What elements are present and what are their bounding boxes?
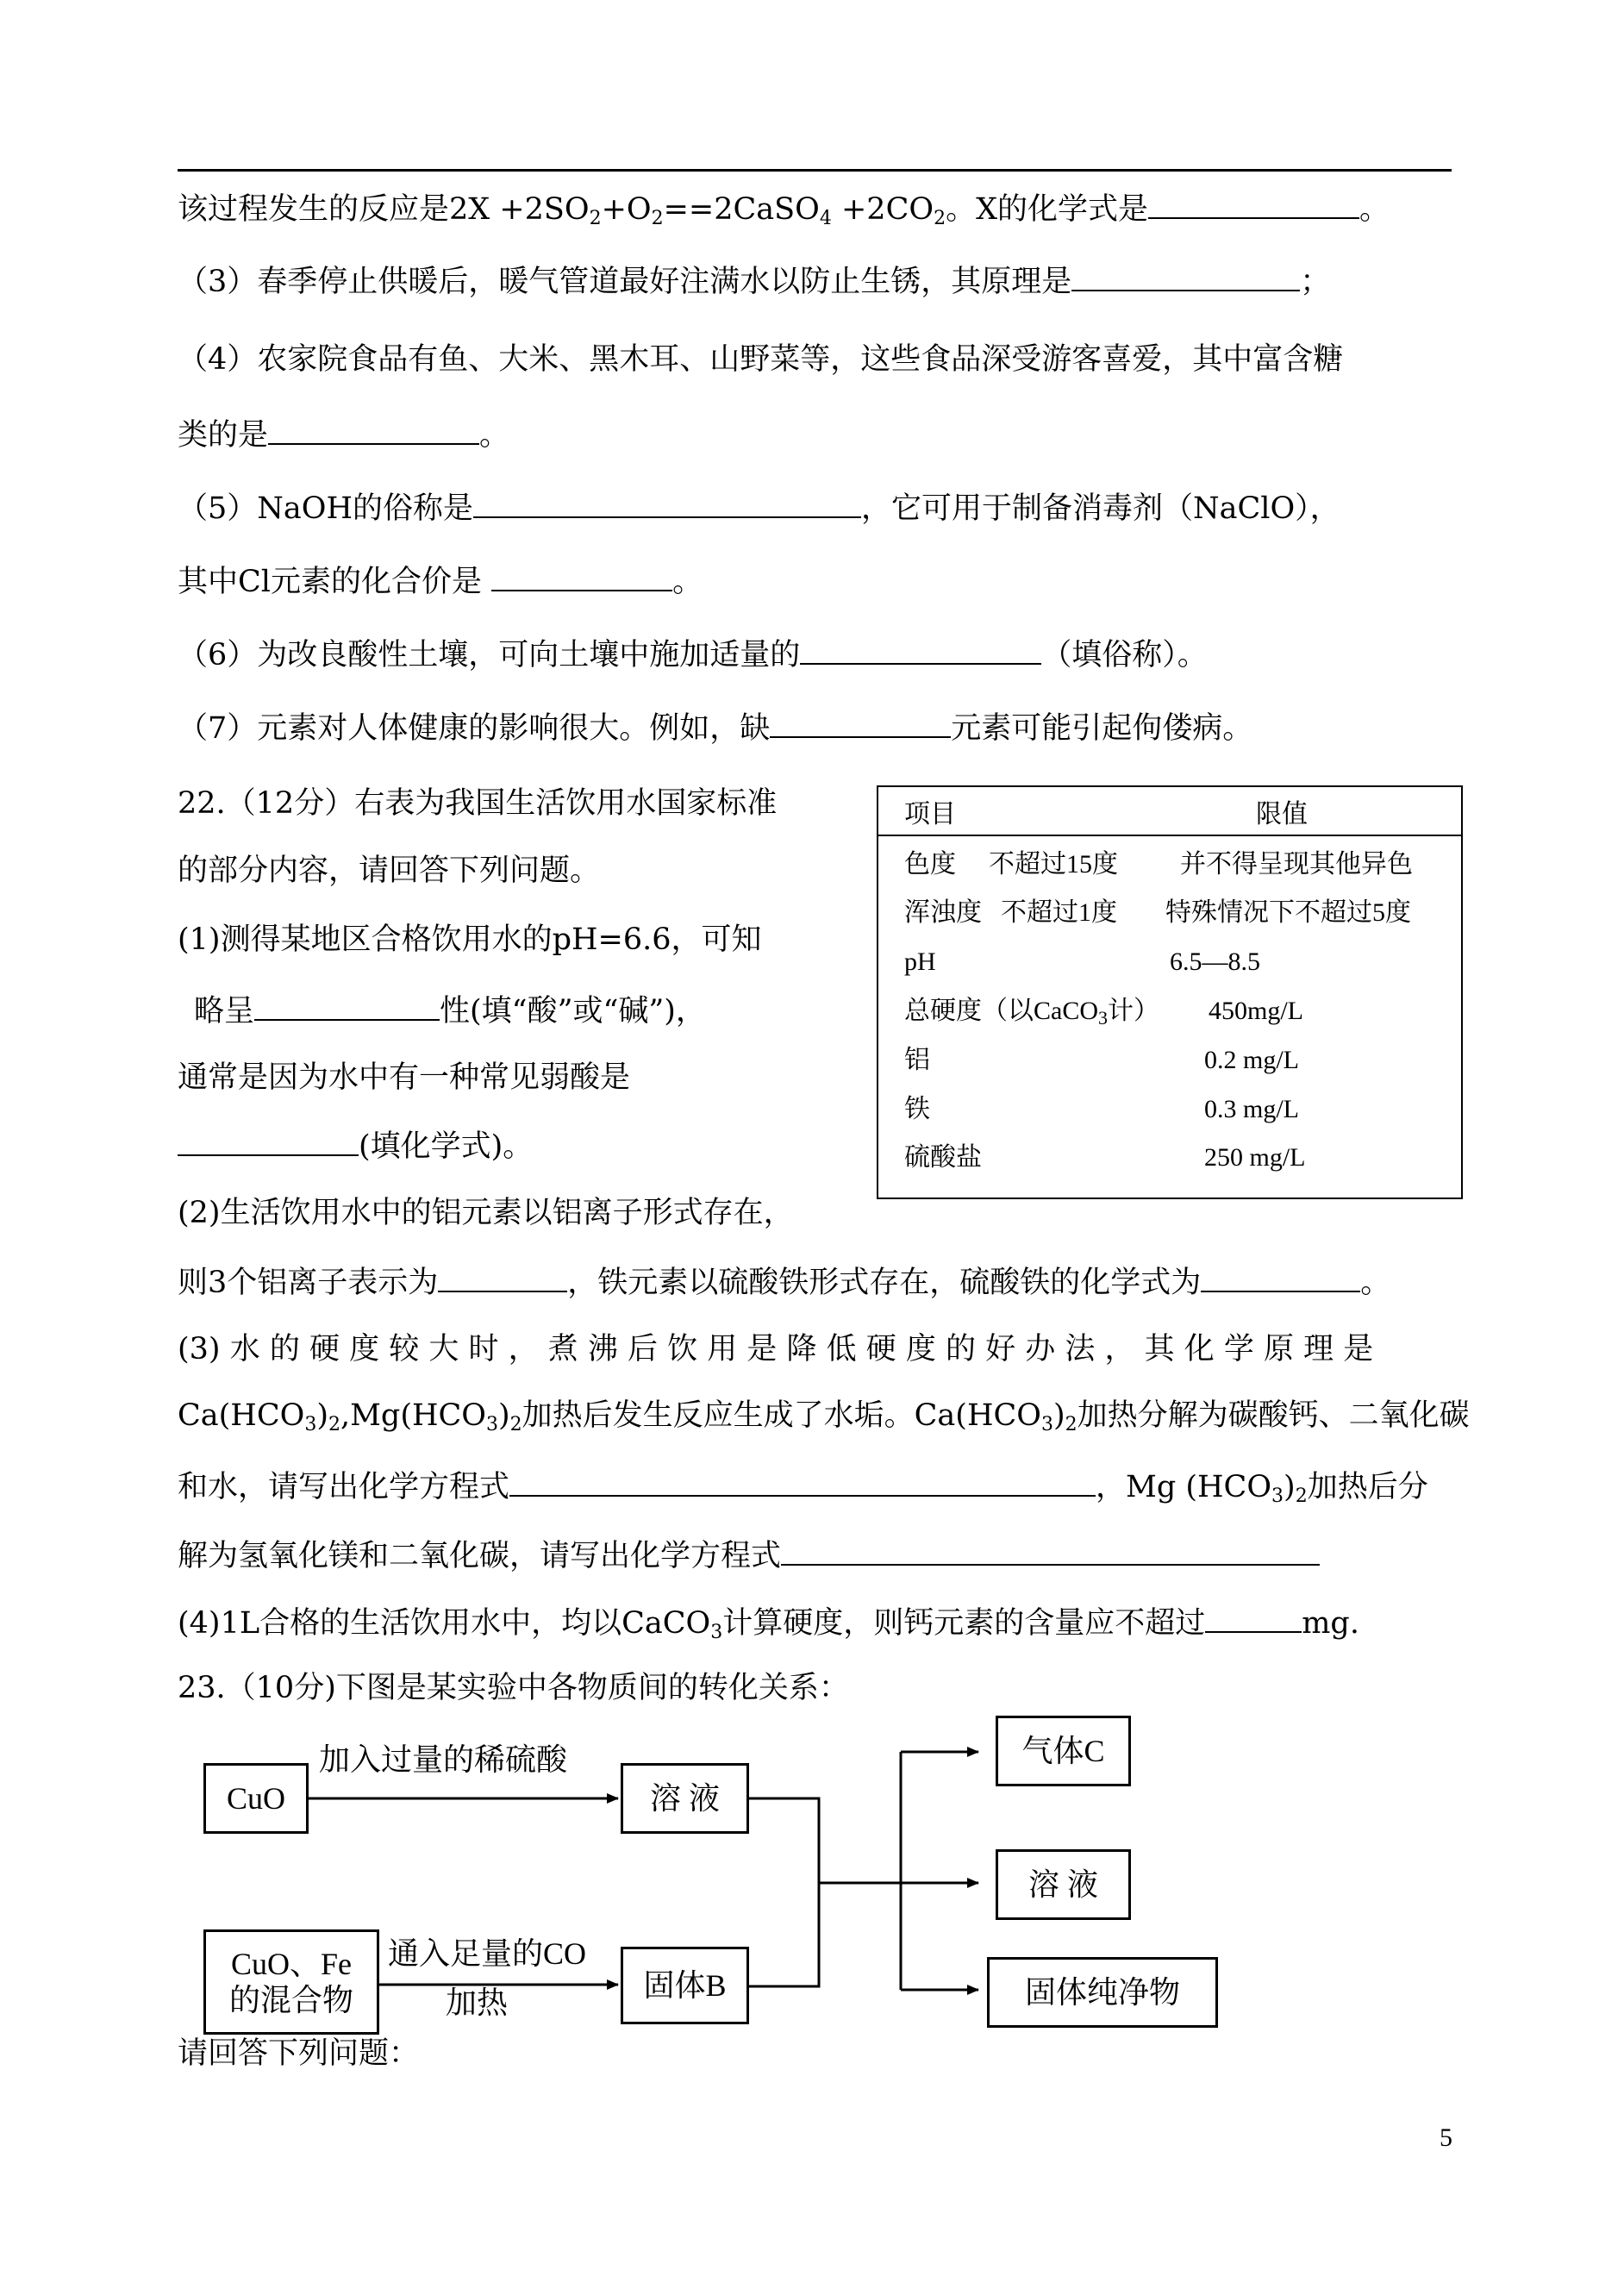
table-row-note: 并不得呈现其他异色 (1180, 850, 1413, 879)
question-22-1: (1)测得某地区合格饮用水的pH=6.6，可知 (178, 922, 762, 957)
table-row-limit: 不超过1度 (1001, 898, 1117, 927)
table-row-item: 铝 (904, 1046, 930, 1074)
question-5-cont: 其中Cl元素的化合价是 。 (178, 560, 703, 601)
question-22-3-cont2: 和水，请写出化学方程式 ，Mg $(HCO_3)_2$加热后分 (178, 1466, 1428, 1506)
question-4: （4）农家院食品有鱼、大米、黑木耳、山野菜等，这些食品深受游客喜爱，其中富含糖 (178, 342, 1344, 377)
question-22-3: (3) 水 的 硬 度 较 大 时 ， 煮 沸 后 饮 用 是 降 低 硬 度 的 好 办 法 ， 其 化 学 原 理 是 (178, 1332, 1374, 1366)
table-row-item: 硫酸盐 (904, 1143, 982, 1172)
question-6: （6）为改良酸性土壤，可向土壤中施加适量的 （填俗称）。 (178, 634, 1208, 674)
header-limit: 限值 (1256, 800, 1308, 829)
node-cuo: CuO (203, 1763, 309, 1834)
question-22-3-cont: $Ca(HCO_3)_2,Mg(HCO_3)_2$加热后发生反应生成了水垢。$Ca(HCO_3)_2$加热分解为碳酸钙、二氧化碳 (178, 1398, 1470, 1435)
question-23: 23.（10分)下图是某实验中各物质间的转化关系： (178, 1671, 849, 1705)
table-row-limit: 450mg/L (1209, 997, 1303, 1025)
question-22-1-cont2: 通常是因为水中有一种常见弱酸是 (178, 1060, 631, 1095)
table-row-item: 总硬度（以CaCO$_3$计） (904, 997, 1159, 1029)
node-solution1: 溶 液 (621, 1763, 749, 1834)
table-row-limit: 0.3 mg/L (1204, 1095, 1299, 1123)
node-gas-c: 气体C (996, 1716, 1131, 1786)
question-22-2: (2)生活饮用水中的铝元素以铝离子形式存在， (178, 1196, 794, 1230)
table-row-item: pH (904, 947, 936, 976)
question-7: （7）元素对人体健康的影响很大。例如，缺 元素可能引起佝偻病。 (178, 707, 1252, 747)
question-22-1-cont: 略呈 性(填“酸”或“碱”)， (194, 990, 706, 1030)
node-mixture (203, 1929, 379, 2035)
mixture-line1: CuO、Fe (230, 1947, 352, 1981)
question-5: （5）NaOH的俗称是 ，它可用于制备消毒剂（NaClO）， (178, 487, 1340, 528)
table-row-limit: 6.5—8.5 (1170, 947, 1260, 976)
reaction-line: 该过程发生的反应是$2X +2SO_2+O_2==2CaSO_4 +2CO_2$。X的化学式是 。 (178, 188, 1390, 228)
table-row-limit: 不超过15度 (989, 850, 1118, 879)
label-add-co: 通入足量的CO (388, 1936, 587, 1971)
table-row-limit: 250 mg/L (1204, 1143, 1306, 1172)
header-item: 项目 (904, 800, 956, 829)
question-22-1-cont3: (填化学式)。 (178, 1125, 533, 1166)
node-solution2: 溶 液 (996, 1849, 1131, 1920)
question-4-cont: 类的是 。 (178, 414, 509, 454)
label-add-acid: 加入过量的稀硫酸 (319, 1742, 568, 1777)
table-row-note: 特殊情况下不超过5度 (1165, 898, 1411, 927)
question-22-4: (4)1L合格的生活饮用水中，均以CaCO$_3$计算硬度，则钙元素的含量应不超过 mg. (178, 1602, 1359, 1642)
question-22: 22.（12分）右表为我国生活饮用水国家标准 (178, 786, 778, 821)
table-row-item: 色度 (904, 850, 956, 879)
page-number: 5 (1440, 2123, 1452, 2152)
question-22-intro: 的部分内容，请回答下列问题。 (178, 854, 601, 888)
question-22-2-cont: 则3个铝离子表示为 ，铁元素以硫酸铁形式存在，硫酸铁的化学式为 。 (178, 1261, 1390, 1302)
mixture-line2: 的混合物 (228, 1983, 353, 2017)
table-row-limit: 0.2 mg/L (1204, 1046, 1299, 1074)
question-22-3-cont3: 解为氢氧化镁和二氧化碳，请写出化学方程式 (178, 1535, 1320, 1575)
bracket-merge (749, 1798, 819, 1986)
table-row-item: 铁 (904, 1095, 930, 1123)
question-23-prompt: 请回答下列问题： (178, 2036, 420, 2071)
label-heating: 加热 (446, 1985, 509, 2020)
table-row-item: 浑浊度 (904, 898, 982, 927)
question-3: （3）春季停止供暖后，暖气管道最好注满水以防止生锈，其原理是 ； (178, 260, 1330, 301)
node-solid-b: 固体B (621, 1947, 749, 2024)
node-pure-solid: 固体纯净物 (987, 1957, 1218, 2028)
